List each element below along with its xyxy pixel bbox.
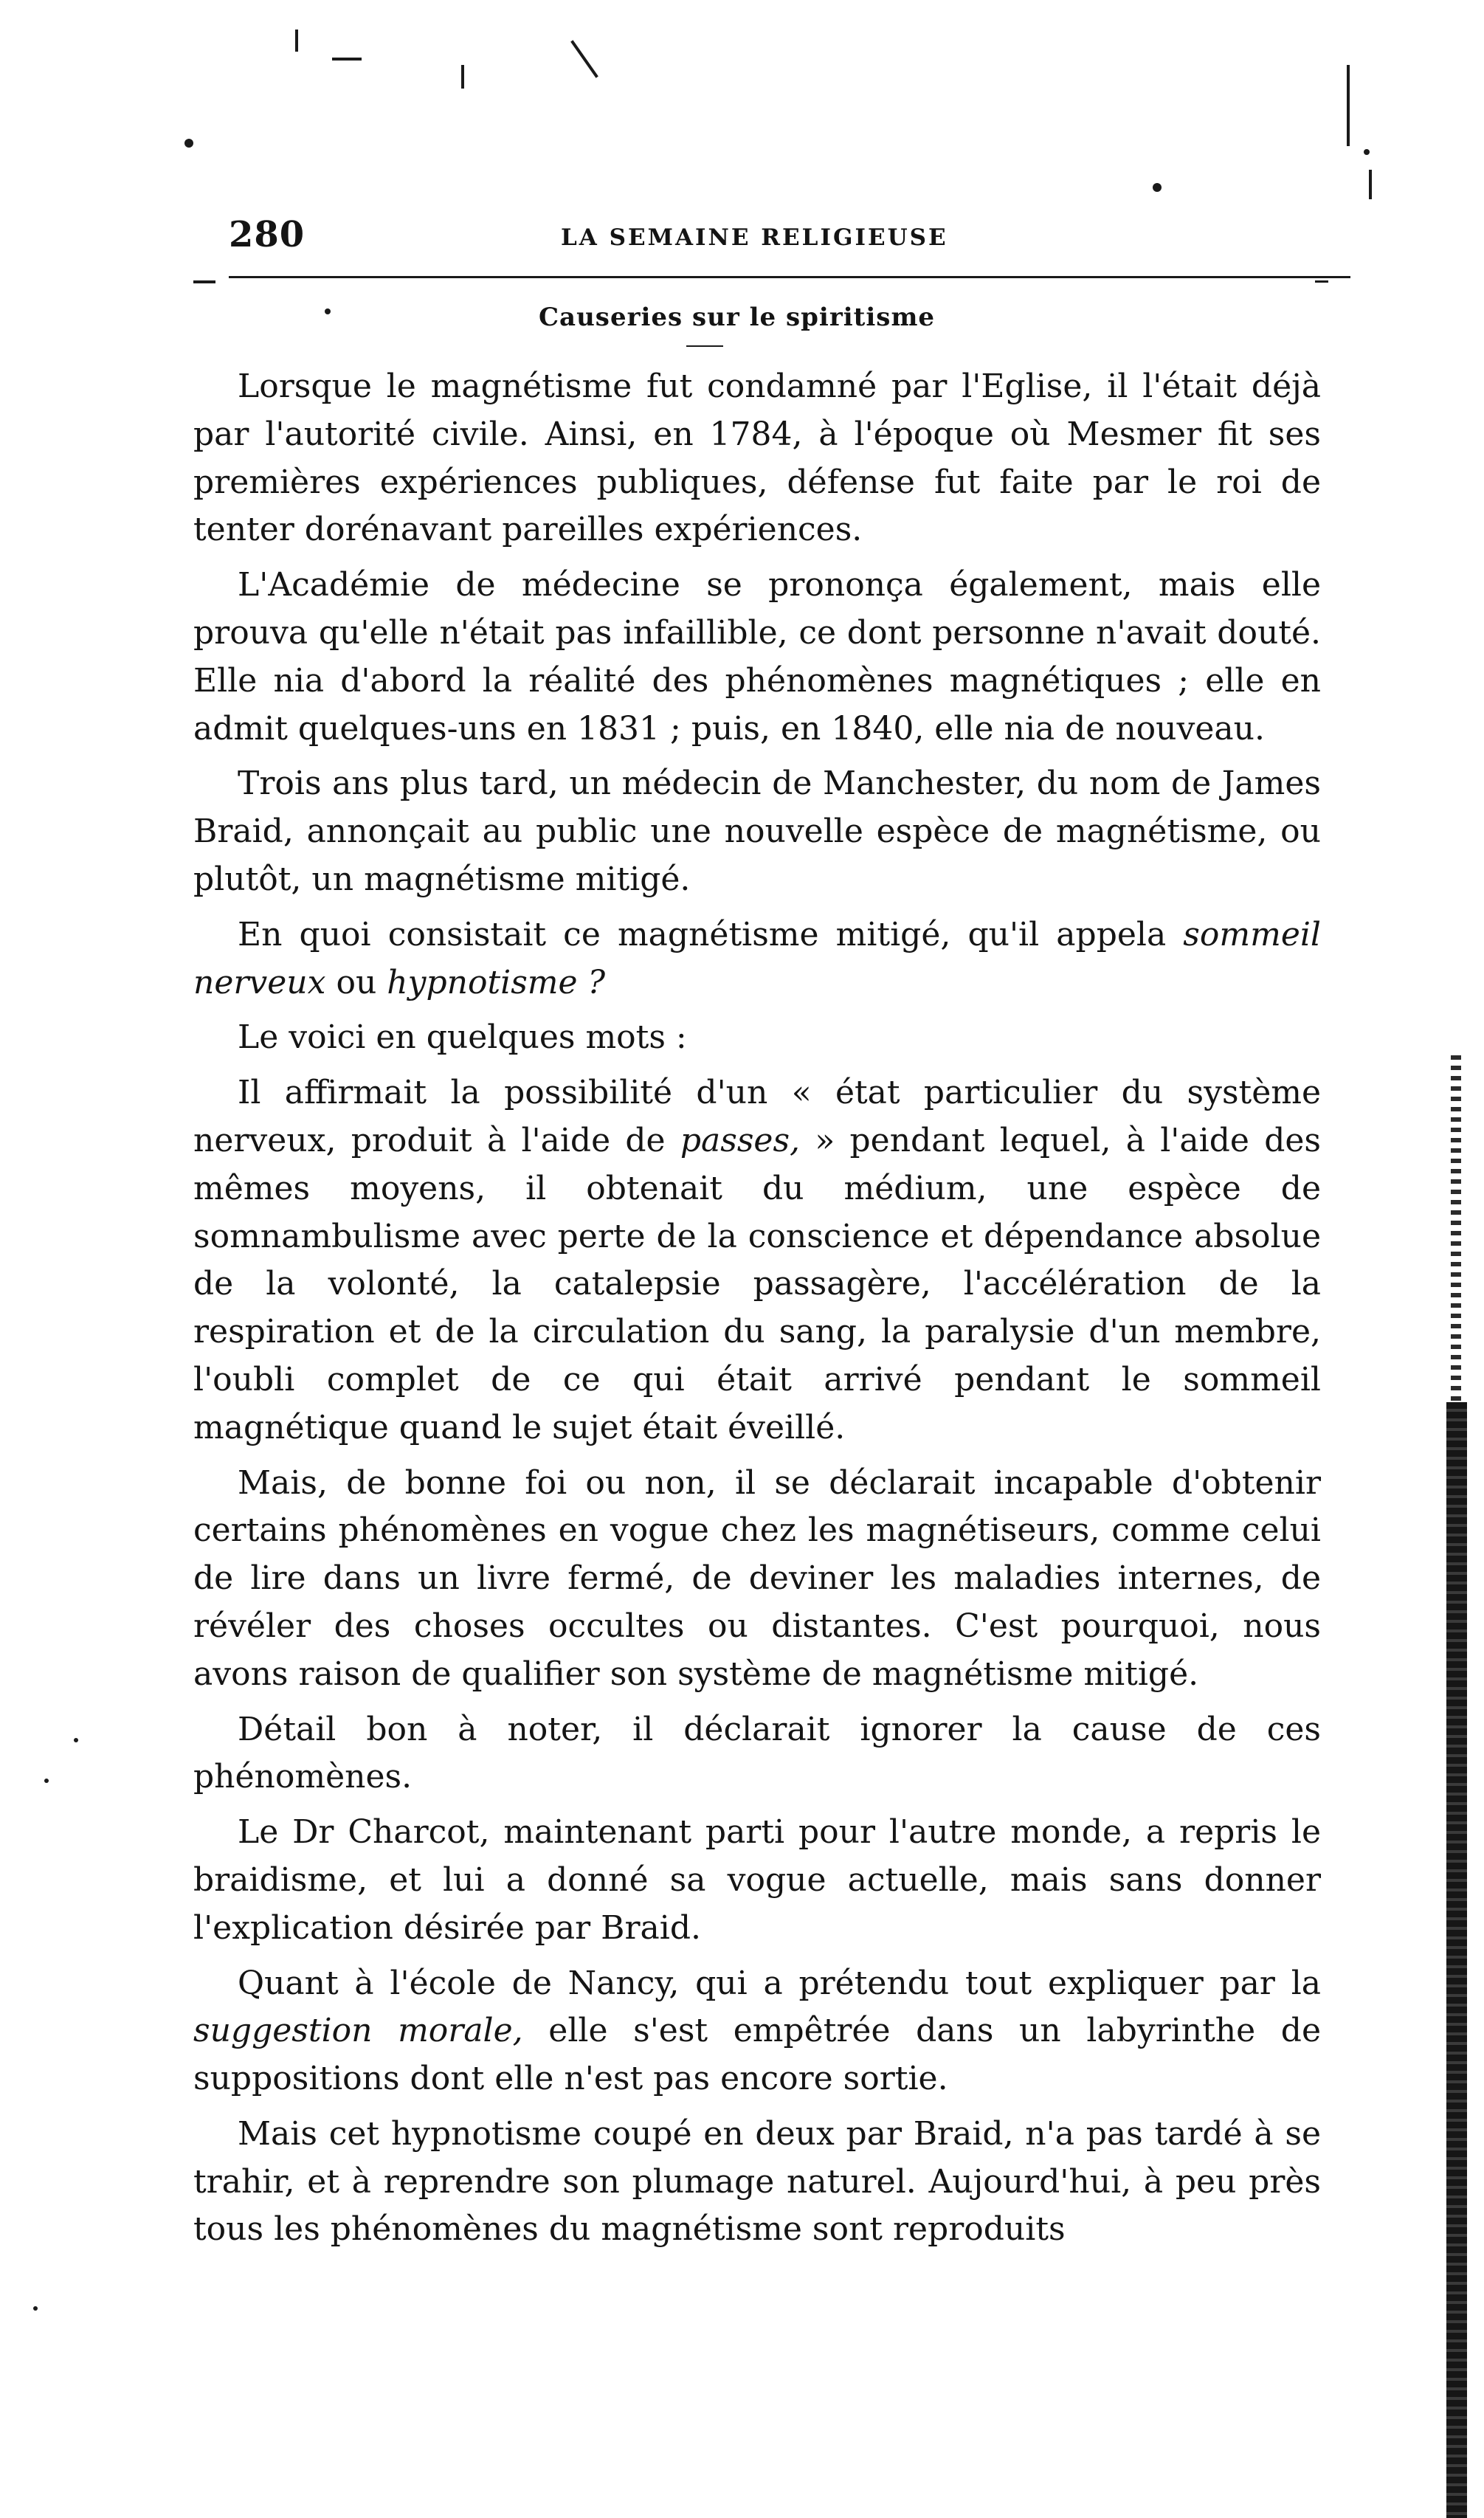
article-body (193, 363, 1321, 2261)
scan-speck (325, 308, 331, 314)
paragraph: Le Dr Charcot, maintenant parti pour l'autre monde, a repris le braidisme, et lui a donné sa vogue actuelle, mais sans donner l'explication désirée par Braid. (193, 1813, 1321, 1947)
header-rule (229, 276, 1350, 278)
paragraph: Le voici en quelques mots : (238, 1018, 687, 1057)
scan-mark (332, 58, 362, 61)
italic-term: passes, (680, 1121, 801, 1159)
scan-speck (44, 1779, 49, 1783)
scan-mark (570, 40, 598, 77)
paragraph-text: Il affirmait la possibilité d'un « état particulier du système nerveux, produit à l'aide de (193, 1074, 1321, 1159)
paragraph-text: ou (325, 963, 387, 1001)
italic-term: hypnotisme ? (387, 963, 606, 1001)
scan-mark (1369, 170, 1372, 199)
scan-speck (74, 1738, 78, 1742)
scan-speck (184, 139, 193, 148)
paragraph-text: elle s'est empêtrée dans un labyrinthe de suppositions dont elle n'est pas encore sortie. (193, 2012, 1322, 2098)
paragraph (193, 911, 1321, 1007)
scan-mark (461, 65, 464, 89)
paragraph-text: En quoi consistait ce magnétisme mitigé, qu'il appela (238, 915, 1184, 953)
page-header (229, 214, 1350, 266)
section-title: Causeries sur le spiritisme (539, 303, 936, 332)
scan-speck (1364, 149, 1370, 155)
paragraph: Mais cet hypnotisme coupé en deux par Braid, n'a pas tardé à se trahir, et à reprendre son plumage naturel. Aujourd'hui, à peu près tous les phénomènes du magnétisme sont reproduits (193, 2114, 1321, 2249)
paragraph: Mais, de bonne foi ou non, il se déclarait incapable d'obtenir certains phénomènes en vogue chez les magnétiseurs, comme celui de lire dans un livre fermé, de deviner les maladies internes, de révéler des choses occultes ou distantes. C'est pourquoi, nous avons raison de qualifier son système de magnétisme mitigé. (193, 1463, 1321, 1693)
scan-mark (295, 30, 298, 52)
paragraph (193, 1960, 1321, 2103)
scan-speck (1315, 280, 1328, 283)
paragraph (193, 1069, 1321, 1452)
paragraph: Trois ans plus tard, un médecin de Manchester, du nom de James Braid, annonçait au public une nouvelle espèce de magnétisme, ou plutôt, un magnétisme mitigé. (193, 765, 1321, 898)
page-edge-shadow (1451, 1055, 1461, 1402)
paragraph: L'Académie de médecine se prononça également, mais elle prouva qu'elle n'était pas infaillible, ce dont personne n'avait douté. Elle nia d'abord la réalité des phénomènes magnétiques ; elle en admit quelques-uns en 1831 ; puis, en 1840, elle nia de nouveau. (193, 566, 1321, 748)
page-edge-shadow (1446, 1402, 1467, 2518)
italic-term: sommeil nerveux (193, 915, 1321, 1001)
running-title: LA SEMAINE RELIGIEUSE (561, 224, 948, 251)
paragraph: Lorsque le magnétisme fut condamné par l'Eglise, il l'était déjà par l'autorité civile. Ainsi, en 1784, à l'époque où Mesmer fit ses premières expériences publiques, défense fut faite par le roi de tenter dorénavant pareilles expériences. (193, 368, 1321, 549)
paragraph-text: Quant à l'école de Nancy, qui a prétendu tout expliquer par la (238, 1964, 1321, 2002)
paragraph: Détail bon à noter, il déclarait ignorer la cause de ces phénomènes. (193, 1710, 1321, 1796)
paragraph-text: » pendant lequel, à l'aide des mêmes moyens, il obtenait du médium, une espèce de somnambulisme avec perte de la conscience et dépendance absolue de la volonté, la catalepsie passagère, l'accélération de la respiration et de la circulation du sang, la paralysie d'un membre, l'oubli complet de ce qui était arrivé pendant le sommeil magnétique quand le sujet était éveillé. (193, 1121, 1321, 1446)
italic-term: suggestion morale, (193, 2012, 523, 2050)
page-number: 280 (229, 214, 306, 255)
scan-mark (1347, 65, 1350, 146)
scan-speck (1153, 183, 1162, 192)
scan-speck (33, 2306, 38, 2311)
scan-speck (193, 280, 215, 283)
section-divider (686, 345, 723, 347)
